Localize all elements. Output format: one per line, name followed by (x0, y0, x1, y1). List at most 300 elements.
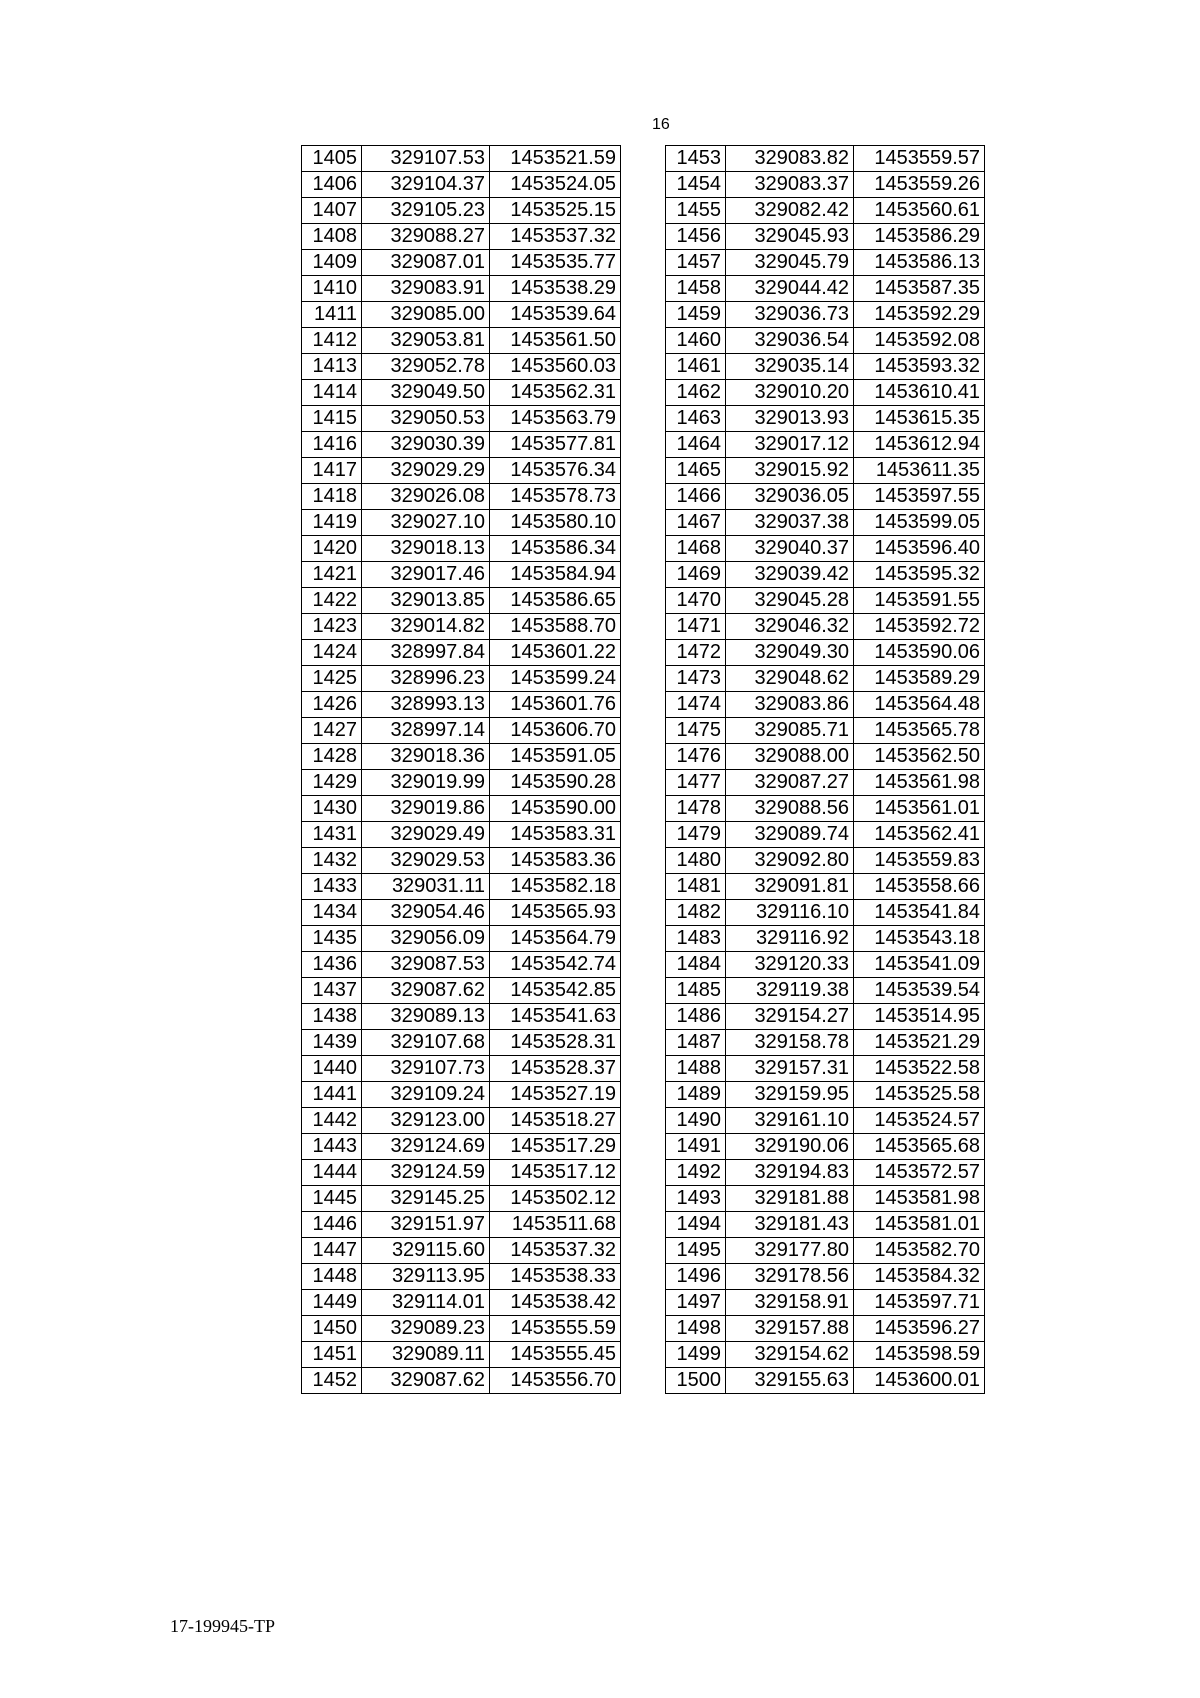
x-coordinate-cell: 329083.91 (362, 276, 490, 302)
y-coordinate-cell: 1453560.03 (490, 354, 621, 380)
y-coordinate-cell: 1453583.36 (490, 848, 621, 874)
table-row (302, 250, 621, 276)
point-id-cell: 1418 (302, 484, 362, 510)
table-row (666, 1056, 985, 1082)
table-row (666, 1160, 985, 1186)
table-row (666, 276, 985, 302)
y-coordinate-cell: 1453591.55 (854, 588, 985, 614)
table-row (666, 458, 985, 484)
coordinates-table-right (665, 145, 985, 1394)
table-row (302, 1264, 621, 1290)
y-coordinate-cell: 1453565.78 (854, 718, 985, 744)
table-row (666, 1368, 985, 1394)
y-coordinate-cell: 1453539.64 (490, 302, 621, 328)
point-id-cell: 1412 (302, 328, 362, 354)
table-row (666, 848, 985, 874)
x-coordinate-cell: 329177.80 (726, 1238, 854, 1264)
x-coordinate-cell: 329053.81 (362, 328, 490, 354)
x-coordinate-cell: 329049.30 (726, 640, 854, 666)
x-coordinate-cell: 329104.37 (362, 172, 490, 198)
point-id-cell: 1434 (302, 900, 362, 926)
table-row (666, 328, 985, 354)
table-row (666, 510, 985, 536)
x-coordinate-cell: 329158.91 (726, 1290, 854, 1316)
y-coordinate-cell: 1453595.32 (854, 562, 985, 588)
y-coordinate-cell: 1453590.28 (490, 770, 621, 796)
table-row (302, 276, 621, 302)
x-coordinate-cell: 329109.24 (362, 1082, 490, 1108)
y-coordinate-cell: 1453562.50 (854, 744, 985, 770)
y-coordinate-cell: 1453564.79 (490, 926, 621, 952)
table-row (666, 874, 985, 900)
y-coordinate-cell: 1453576.34 (490, 458, 621, 484)
x-coordinate-cell: 329046.32 (726, 614, 854, 640)
table-row (302, 952, 621, 978)
point-id-cell: 1406 (302, 172, 362, 198)
table-row (666, 1186, 985, 1212)
y-coordinate-cell: 1453524.05 (490, 172, 621, 198)
y-coordinate-cell: 1453586.65 (490, 588, 621, 614)
table-row (666, 796, 985, 822)
point-id-cell: 1433 (302, 874, 362, 900)
point-id-cell: 1477 (666, 770, 726, 796)
point-id-cell: 1475 (666, 718, 726, 744)
table-row (302, 536, 621, 562)
point-id-cell: 1461 (666, 354, 726, 380)
x-coordinate-cell: 329036.54 (726, 328, 854, 354)
y-coordinate-cell: 1453555.59 (490, 1316, 621, 1342)
point-id-cell: 1487 (666, 1030, 726, 1056)
table-row (666, 380, 985, 406)
x-coordinate-cell: 329088.27 (362, 224, 490, 250)
table-row (302, 354, 621, 380)
x-coordinate-cell: 329087.62 (362, 1368, 490, 1394)
y-coordinate-cell: 1453559.26 (854, 172, 985, 198)
point-id-cell: 1416 (302, 432, 362, 458)
table-row (666, 770, 985, 796)
point-id-cell: 1439 (302, 1030, 362, 1056)
y-coordinate-cell: 1453596.27 (854, 1316, 985, 1342)
x-coordinate-cell: 329010.20 (726, 380, 854, 406)
table-row (666, 744, 985, 770)
table-row (666, 1004, 985, 1030)
x-coordinate-cell: 329089.23 (362, 1316, 490, 1342)
x-coordinate-cell: 329092.80 (726, 848, 854, 874)
x-coordinate-cell: 329019.99 (362, 770, 490, 796)
y-coordinate-cell: 1453599.05 (854, 510, 985, 536)
x-coordinate-cell: 329123.00 (362, 1108, 490, 1134)
point-id-cell: 1464 (666, 432, 726, 458)
point-id-cell: 1499 (666, 1342, 726, 1368)
x-coordinate-cell: 329194.83 (726, 1160, 854, 1186)
y-coordinate-cell: 1453542.74 (490, 952, 621, 978)
y-coordinate-cell: 1453592.08 (854, 328, 985, 354)
point-id-cell: 1484 (666, 952, 726, 978)
point-id-cell: 1410 (302, 276, 362, 302)
y-coordinate-cell: 1453565.68 (854, 1134, 985, 1160)
x-coordinate-cell: 328993.13 (362, 692, 490, 718)
x-coordinate-cell: 329082.42 (726, 198, 854, 224)
point-id-cell: 1427 (302, 718, 362, 744)
table-row (666, 1316, 985, 1342)
table-row (302, 432, 621, 458)
x-coordinate-cell: 329087.62 (362, 978, 490, 1004)
x-coordinate-cell: 329031.11 (362, 874, 490, 900)
table-row (666, 198, 985, 224)
table-row (302, 302, 621, 328)
point-id-cell: 1449 (302, 1290, 362, 1316)
table-row (302, 458, 621, 484)
x-coordinate-cell: 329107.53 (362, 146, 490, 172)
table-row (666, 224, 985, 250)
x-coordinate-cell: 329045.93 (726, 224, 854, 250)
table-row (666, 1342, 985, 1368)
point-id-cell: 1417 (302, 458, 362, 484)
table-row (302, 1238, 621, 1264)
x-coordinate-cell: 329039.42 (726, 562, 854, 588)
table-row (302, 588, 621, 614)
x-coordinate-cell: 329124.69 (362, 1134, 490, 1160)
y-coordinate-cell: 1453514.95 (854, 1004, 985, 1030)
table-row (666, 1212, 985, 1238)
x-coordinate-cell: 329151.97 (362, 1212, 490, 1238)
point-id-cell: 1450 (302, 1316, 362, 1342)
y-coordinate-cell: 1453518.27 (490, 1108, 621, 1134)
x-coordinate-cell: 329044.42 (726, 276, 854, 302)
point-id-cell: 1431 (302, 822, 362, 848)
x-coordinate-cell: 329085.00 (362, 302, 490, 328)
y-coordinate-cell: 1453611.35 (854, 458, 985, 484)
x-coordinate-cell: 328996.23 (362, 666, 490, 692)
table-row (302, 1134, 621, 1160)
y-coordinate-cell: 1453583.31 (490, 822, 621, 848)
y-coordinate-cell: 1453524.57 (854, 1108, 985, 1134)
y-coordinate-cell: 1453582.18 (490, 874, 621, 900)
point-id-cell: 1474 (666, 692, 726, 718)
y-coordinate-cell: 1453563.79 (490, 406, 621, 432)
y-coordinate-cell: 1453561.98 (854, 770, 985, 796)
y-coordinate-cell: 1453517.12 (490, 1160, 621, 1186)
table-row (666, 354, 985, 380)
table-row (666, 406, 985, 432)
point-id-cell: 1470 (666, 588, 726, 614)
table-row (666, 432, 985, 458)
y-coordinate-cell: 1453559.83 (854, 848, 985, 874)
y-coordinate-cell: 1453541.09 (854, 952, 985, 978)
x-coordinate-cell: 329030.39 (362, 432, 490, 458)
point-id-cell: 1472 (666, 640, 726, 666)
y-coordinate-cell: 1453562.31 (490, 380, 621, 406)
y-coordinate-cell: 1453598.59 (854, 1342, 985, 1368)
table-row (302, 510, 621, 536)
point-id-cell: 1455 (666, 198, 726, 224)
y-coordinate-cell: 1453565.93 (490, 900, 621, 926)
x-coordinate-cell: 329154.27 (726, 1004, 854, 1030)
y-coordinate-cell: 1453537.32 (490, 224, 621, 250)
table-row (302, 900, 621, 926)
point-id-cell: 1447 (302, 1238, 362, 1264)
y-coordinate-cell: 1453601.76 (490, 692, 621, 718)
point-id-cell: 1489 (666, 1082, 726, 1108)
x-coordinate-cell: 329026.08 (362, 484, 490, 510)
point-id-cell: 1440 (302, 1056, 362, 1082)
point-id-cell: 1451 (302, 1342, 362, 1368)
y-coordinate-cell: 1453541.63 (490, 1004, 621, 1030)
point-id-cell: 1422 (302, 588, 362, 614)
x-coordinate-cell: 329115.60 (362, 1238, 490, 1264)
y-coordinate-cell: 1453593.32 (854, 354, 985, 380)
point-id-cell: 1446 (302, 1212, 362, 1238)
y-coordinate-cell: 1453560.61 (854, 198, 985, 224)
y-coordinate-cell: 1453584.32 (854, 1264, 985, 1290)
x-coordinate-cell: 329119.38 (726, 978, 854, 1004)
point-id-cell: 1453 (666, 146, 726, 172)
point-id-cell: 1411 (302, 302, 362, 328)
point-id-cell: 1493 (666, 1186, 726, 1212)
point-id-cell: 1408 (302, 224, 362, 250)
y-coordinate-cell: 1453561.01 (854, 796, 985, 822)
table-row (302, 692, 621, 718)
x-coordinate-cell: 329048.62 (726, 666, 854, 692)
point-id-cell: 1488 (666, 1056, 726, 1082)
point-id-cell: 1426 (302, 692, 362, 718)
table-row (302, 848, 621, 874)
y-coordinate-cell: 1453527.19 (490, 1082, 621, 1108)
point-id-cell: 1482 (666, 900, 726, 926)
point-id-cell: 1460 (666, 328, 726, 354)
x-coordinate-cell: 329027.10 (362, 510, 490, 536)
table-row (302, 744, 621, 770)
x-coordinate-cell: 329158.78 (726, 1030, 854, 1056)
table-row (666, 718, 985, 744)
point-id-cell: 1480 (666, 848, 726, 874)
point-id-cell: 1407 (302, 198, 362, 224)
table-row (302, 484, 621, 510)
y-coordinate-cell: 1453599.24 (490, 666, 621, 692)
x-coordinate-cell: 329107.73 (362, 1056, 490, 1082)
table-row (666, 900, 985, 926)
y-coordinate-cell: 1453586.13 (854, 250, 985, 276)
point-id-cell: 1469 (666, 562, 726, 588)
x-coordinate-cell: 329014.82 (362, 614, 490, 640)
table-row (302, 1082, 621, 1108)
x-coordinate-cell: 329019.86 (362, 796, 490, 822)
x-coordinate-cell: 329035.14 (726, 354, 854, 380)
x-coordinate-cell: 329181.43 (726, 1212, 854, 1238)
point-id-cell: 1436 (302, 952, 362, 978)
x-coordinate-cell: 329013.93 (726, 406, 854, 432)
table-row (666, 302, 985, 328)
x-coordinate-cell: 328997.14 (362, 718, 490, 744)
table-row (302, 926, 621, 952)
table-row (302, 1030, 621, 1056)
y-coordinate-cell: 1453559.57 (854, 146, 985, 172)
x-coordinate-cell: 329015.92 (726, 458, 854, 484)
table-row (302, 796, 621, 822)
y-coordinate-cell: 1453562.41 (854, 822, 985, 848)
x-coordinate-cell: 329018.36 (362, 744, 490, 770)
table-row (666, 1030, 985, 1056)
x-coordinate-cell: 329087.01 (362, 250, 490, 276)
table-row (666, 562, 985, 588)
point-id-cell: 1497 (666, 1290, 726, 1316)
x-coordinate-cell: 329013.85 (362, 588, 490, 614)
point-id-cell: 1429 (302, 770, 362, 796)
point-id-cell: 1492 (666, 1160, 726, 1186)
point-id-cell: 1420 (302, 536, 362, 562)
table-row (302, 614, 621, 640)
point-id-cell: 1432 (302, 848, 362, 874)
point-id-cell: 1465 (666, 458, 726, 484)
point-id-cell: 1495 (666, 1238, 726, 1264)
y-coordinate-cell: 1453590.06 (854, 640, 985, 666)
table-row (302, 562, 621, 588)
point-id-cell: 1452 (302, 1368, 362, 1394)
point-id-cell: 1444 (302, 1160, 362, 1186)
point-id-cell: 1471 (666, 614, 726, 640)
point-id-cell: 1498 (666, 1316, 726, 1342)
y-coordinate-cell: 1453597.71 (854, 1290, 985, 1316)
table-row (666, 692, 985, 718)
y-coordinate-cell: 1453606.70 (490, 718, 621, 744)
table-row (302, 1056, 621, 1082)
table-row (666, 1264, 985, 1290)
x-coordinate-cell: 329083.86 (726, 692, 854, 718)
y-coordinate-cell: 1453564.48 (854, 692, 985, 718)
x-coordinate-cell: 329029.53 (362, 848, 490, 874)
point-id-cell: 1456 (666, 224, 726, 250)
table-row (302, 380, 621, 406)
x-coordinate-cell: 329029.29 (362, 458, 490, 484)
x-coordinate-cell: 329145.25 (362, 1186, 490, 1212)
table-row (666, 536, 985, 562)
table-row (666, 1082, 985, 1108)
document-reference: 17-199945-TP (170, 1616, 275, 1636)
x-coordinate-cell: 329113.95 (362, 1264, 490, 1290)
table-row (666, 978, 985, 1004)
table-row (666, 588, 985, 614)
y-coordinate-cell: 1453586.34 (490, 536, 621, 562)
x-coordinate-cell: 329036.05 (726, 484, 854, 510)
point-id-cell: 1419 (302, 510, 362, 536)
point-id-cell: 1466 (666, 484, 726, 510)
table-row (302, 1342, 621, 1368)
table-row (666, 484, 985, 510)
x-coordinate-cell: 329029.49 (362, 822, 490, 848)
x-coordinate-cell: 329116.10 (726, 900, 854, 926)
point-id-cell: 1473 (666, 666, 726, 692)
point-id-cell: 1496 (666, 1264, 726, 1290)
x-coordinate-cell: 329017.46 (362, 562, 490, 588)
x-coordinate-cell: 329116.92 (726, 926, 854, 952)
x-coordinate-cell: 329159.95 (726, 1082, 854, 1108)
point-id-cell: 1423 (302, 614, 362, 640)
table-row (302, 172, 621, 198)
x-coordinate-cell: 329087.27 (726, 770, 854, 796)
x-coordinate-cell: 329017.12 (726, 432, 854, 458)
table-row (302, 1004, 621, 1030)
x-coordinate-cell: 329089.74 (726, 822, 854, 848)
page-number: 16 (652, 116, 670, 133)
y-coordinate-cell: 1453584.94 (490, 562, 621, 588)
x-coordinate-cell: 329087.53 (362, 952, 490, 978)
x-coordinate-cell: 329120.33 (726, 952, 854, 978)
point-id-cell: 1481 (666, 874, 726, 900)
point-id-cell: 1421 (302, 562, 362, 588)
y-coordinate-cell: 1453537.32 (490, 1238, 621, 1264)
x-coordinate-cell: 329089.11 (362, 1342, 490, 1368)
y-coordinate-cell: 1453600.01 (854, 1368, 985, 1394)
table-row (666, 822, 985, 848)
y-coordinate-cell: 1453601.22 (490, 640, 621, 666)
point-id-cell: 1428 (302, 744, 362, 770)
table-row (302, 406, 621, 432)
table-row (302, 224, 621, 250)
point-id-cell: 1405 (302, 146, 362, 172)
x-coordinate-cell: 328997.84 (362, 640, 490, 666)
y-coordinate-cell: 1453581.98 (854, 1186, 985, 1212)
point-id-cell: 1485 (666, 978, 726, 1004)
x-coordinate-cell: 329178.56 (726, 1264, 854, 1290)
x-coordinate-cell: 329105.23 (362, 198, 490, 224)
point-id-cell: 1414 (302, 380, 362, 406)
point-id-cell: 1425 (302, 666, 362, 692)
x-coordinate-cell: 329040.37 (726, 536, 854, 562)
y-coordinate-cell: 1453542.85 (490, 978, 621, 1004)
y-coordinate-cell: 1453558.66 (854, 874, 985, 900)
x-coordinate-cell: 329181.88 (726, 1186, 854, 1212)
y-coordinate-cell: 1453586.29 (854, 224, 985, 250)
x-coordinate-cell: 329088.56 (726, 796, 854, 822)
point-id-cell: 1486 (666, 1004, 726, 1030)
point-id-cell: 1443 (302, 1134, 362, 1160)
x-coordinate-cell: 329190.06 (726, 1134, 854, 1160)
point-id-cell: 1479 (666, 822, 726, 848)
point-id-cell: 1462 (666, 380, 726, 406)
point-id-cell: 1454 (666, 172, 726, 198)
point-id-cell: 1467 (666, 510, 726, 536)
x-coordinate-cell: 329037.38 (726, 510, 854, 536)
x-coordinate-cell: 329049.50 (362, 380, 490, 406)
x-coordinate-cell: 329161.10 (726, 1108, 854, 1134)
point-id-cell: 1448 (302, 1264, 362, 1290)
table-row (302, 718, 621, 744)
table-row (666, 640, 985, 666)
y-coordinate-cell: 1453612.94 (854, 432, 985, 458)
y-coordinate-cell: 1453525.15 (490, 198, 621, 224)
point-id-cell: 1409 (302, 250, 362, 276)
point-id-cell: 1463 (666, 406, 726, 432)
y-coordinate-cell: 1453588.70 (490, 614, 621, 640)
y-coordinate-cell: 1453522.58 (854, 1056, 985, 1082)
y-coordinate-cell: 1453572.57 (854, 1160, 985, 1186)
y-coordinate-cell: 1453582.70 (854, 1238, 985, 1264)
y-coordinate-cell: 1453591.05 (490, 744, 621, 770)
table-row (302, 822, 621, 848)
x-coordinate-cell: 329157.88 (726, 1316, 854, 1342)
x-coordinate-cell: 329036.73 (726, 302, 854, 328)
x-coordinate-cell: 329045.79 (726, 250, 854, 276)
table-row (666, 1290, 985, 1316)
y-coordinate-cell: 1453556.70 (490, 1368, 621, 1394)
x-coordinate-cell: 329018.13 (362, 536, 490, 562)
table-row (666, 172, 985, 198)
y-coordinate-cell: 1453561.50 (490, 328, 621, 354)
point-id-cell: 1415 (302, 406, 362, 432)
y-coordinate-cell: 1453543.18 (854, 926, 985, 952)
y-coordinate-cell: 1453580.10 (490, 510, 621, 536)
x-coordinate-cell: 329056.09 (362, 926, 490, 952)
